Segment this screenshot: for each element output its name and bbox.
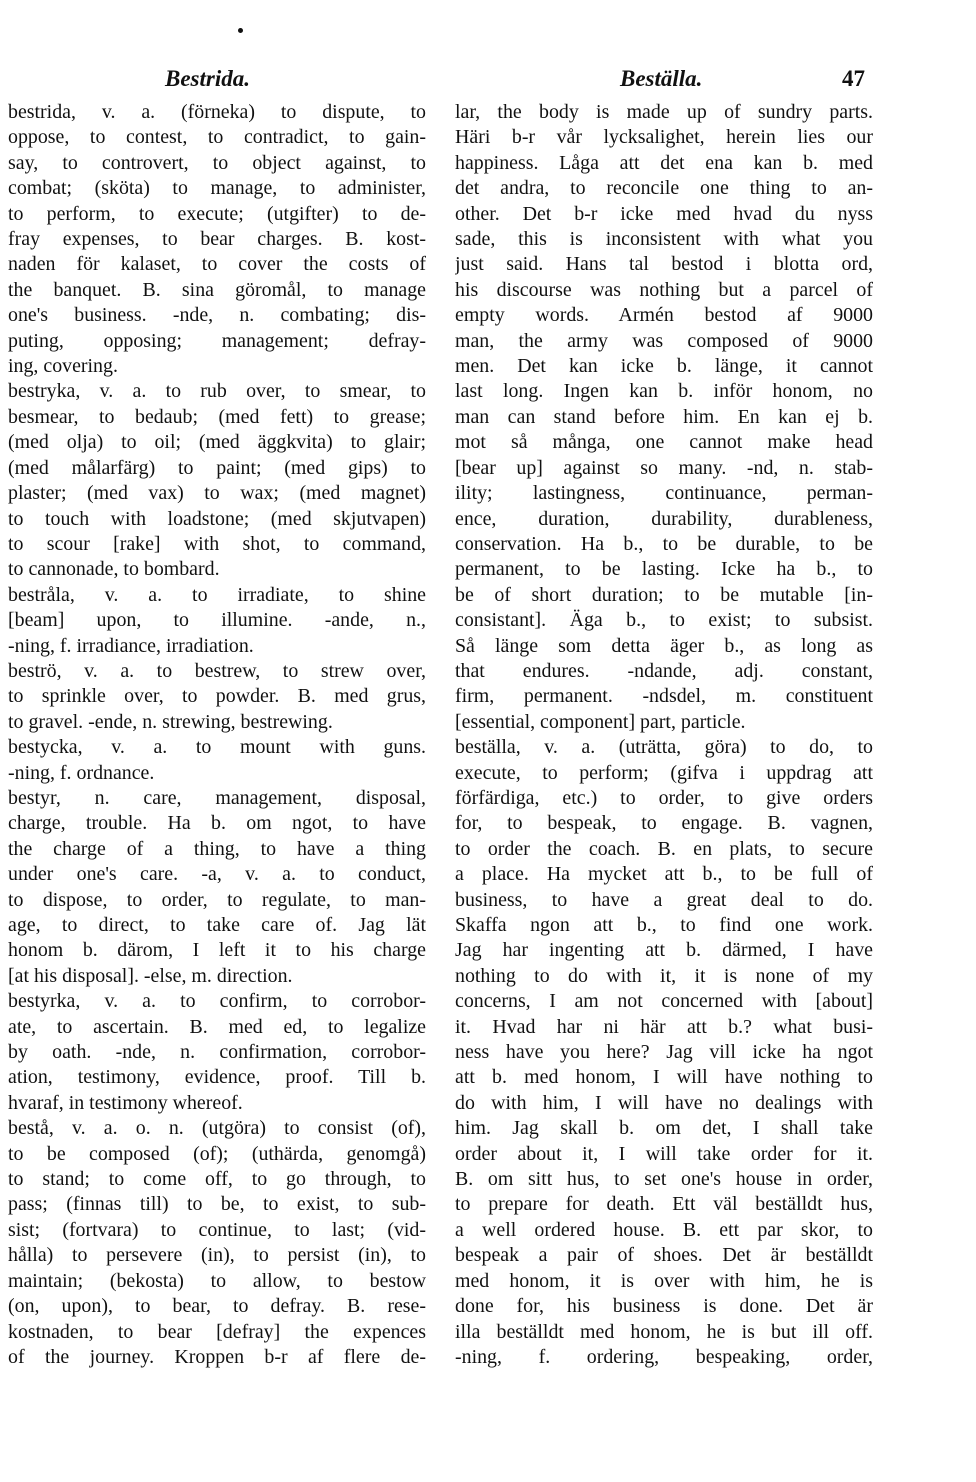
text-line: (med olja) to oil; (med äggkvita) to glair; [8, 431, 426, 454]
text-line: a place. Ha mycket att b., to be full of [455, 863, 873, 886]
text-line: to order the coach. B. en plats, to secure [455, 837, 873, 860]
text-line: of the journey. Kroppen b-r af flere de- [8, 1345, 426, 1368]
text-line: [beam] upon, to illumine. -ande, n., [8, 609, 426, 632]
left-guide-word: Bestrida. [165, 66, 250, 91]
text-line: firm, permanent. -ndsdel, m. constituent [455, 685, 873, 708]
text-line: to prepare for death. Ett väl beställdt hus, [455, 1193, 873, 1216]
page-number: 47 [842, 66, 865, 91]
text-line: for, to bespeak, to engage. B. vagnen, [455, 812, 873, 835]
text-line: maintain; (bekosta) to allow, to bestow [8, 1269, 426, 1292]
text-line: hålla) to persevere (in), to persist (in), to [8, 1244, 426, 1267]
text-line: bespeak a pair of shoes. Det är beställdt [455, 1244, 873, 1267]
text-line: Jag har ingenting att b. därmed, I have [455, 939, 873, 962]
text-line: one's business. -nde, n. combating; dis- [8, 304, 426, 327]
text-line: execute, to perform; (gifva i uppdrag att [455, 761, 873, 784]
text-line: ility; lastingness, continuance, perman- [455, 482, 873, 505]
text-line: to touch with loadstone; (med skjutvapen) [8, 507, 426, 530]
text-line: that endures. -ndande, adj. constant, [455, 659, 873, 682]
text-line: bestrida, v. a. (förneka) to dispute, to [8, 101, 426, 123]
text-line: age, to direct, to take care of. Jag lät [8, 914, 426, 936]
text-line: [essential, component] part, particle. [455, 710, 746, 733]
text-line: sade, this is inconsistent with what you [455, 228, 873, 251]
right-guide-word: Beställa. [620, 66, 703, 91]
text-line: bestyr, n. care, management, disposal, [8, 786, 426, 809]
text-line: B. om sitt hus, to set one's house in order, [455, 1168, 873, 1191]
text-line: permanent, to be lasting. Icke ha b., to [455, 558, 873, 581]
text-line: say, to controvert, to object against, to [8, 151, 426, 174]
text-line: hvaraf, in testimony whereof. [8, 1091, 243, 1114]
text-line: under one's care. -a, v. a. to conduct, [8, 863, 426, 886]
text-line: plaster; (med vax) to wax; (med magnet) [8, 482, 426, 505]
text-line: -ning, f. irradiance, irradiation. [8, 634, 254, 657]
text-line: Skaffa ngon att b., to find one work. [455, 914, 873, 936]
text-line: beställa, v. a. (uträtta, göra) to do, to [455, 736, 873, 759]
text-line: [at his disposal]. -else, m. direction. [8, 964, 293, 987]
text-line: empty words. Armén bestod af 9000 [455, 304, 873, 327]
text-line: last long. Ingen kan b. inför honom, no [455, 380, 873, 403]
text-line: conservation. Ha b., to be durable, to be [455, 532, 873, 555]
text-line: pass; (finnas till) to be, to exist, to sub- [8, 1193, 426, 1216]
text-line: kostnaden, to bear [defray] the expences [8, 1320, 426, 1343]
text-line: done for, his business is done. Det är [455, 1295, 873, 1318]
text-line: att b. med honom, I will have nothing to [455, 1066, 873, 1089]
text-line: to be composed (of); (uthärda, genomgå) [8, 1142, 426, 1165]
text-line: bestryka, v. a. to rub over, to smear, to [8, 380, 426, 403]
text-line: Så länge som detta äger b., as long as [455, 634, 873, 657]
text-line: other. Det b-r icke med hvad du nyss [455, 202, 873, 225]
print-speck [238, 28, 243, 33]
text-line: man, the army was composed of 9000 [455, 329, 873, 352]
text-line: ate, to ascertain. B. med ed, to legalize [8, 1015, 426, 1038]
text-line: him. Jag skall b. om det, I shall take [455, 1117, 873, 1140]
text-line: happiness. Låga att det ena kan b. med [455, 151, 873, 174]
text-line: ness have you here? Jag vill icke ha ngot [455, 1041, 873, 1064]
text-line: bestyrka, v. a. to confirm, to corrobor- [8, 990, 426, 1013]
text-line: bestråla, v. a. to irradiate, to shine [8, 583, 426, 606]
text-line: naden för kalaset, to cover the costs of [8, 253, 426, 276]
text-line: Häri b-r vår lycksalighet, herein lies our [455, 126, 873, 149]
text-line: man can stand before him. En kan ej b. [455, 405, 873, 428]
page-header [0, 66, 976, 98]
text-line: puting, opposing; management; defray- [8, 329, 426, 352]
text-line: the banquet. B. sina göromål, to manage [8, 278, 426, 301]
text-line: [bear up] against so many. -nd, n. stab- [455, 456, 873, 479]
text-line: be of short duration; to be mutable [in- [455, 583, 873, 606]
text-line: lar, the body is made up of sundry parts. [455, 101, 873, 123]
text-line: the charge of a thing, to have a thing [8, 837, 426, 860]
text-line: just said. Hans tal bestod i blotta ord, [455, 253, 873, 276]
text-line: to perform, to execute; (utgifter) to de- [8, 202, 426, 225]
text-line: besmear, to bedaub; (med fett) to grease; [8, 405, 426, 428]
text-line: beströ, v. a. to bestrew, to strew over, [8, 659, 426, 682]
text-line: mot så många, one cannot make head [455, 431, 873, 454]
text-line: bestycka, v. a. to mount with guns. [8, 736, 426, 759]
text-line: order about it, I will take order for it. [455, 1142, 873, 1165]
text-line: (med målarfärg) to paint; (med gips) to [8, 456, 426, 479]
text-line: nothing to do with it, it is none of my [455, 964, 873, 987]
text-line: men. Det kan icke b. länge, it cannot [455, 355, 873, 378]
left-column [8, 100, 426, 1370]
text-line: -ning, f. ordering, bespeaking, order, [455, 1345, 873, 1368]
text-line: bestå, v. a. o. n. (utgöra) to consist (of), [8, 1117, 426, 1140]
text-line: by oath. -nde, n. confirmation, corrobor- [8, 1041, 426, 1064]
text-line: combat; (sköta) to manage, to administer, [8, 177, 426, 200]
text-line: to scour [rake] with shot, to command, [8, 532, 426, 555]
text-line: to gravel. -ende, n. strewing, bestrewing. [8, 710, 333, 733]
text-line: honom b. därom, I left it to his charge [8, 939, 426, 962]
text-line: charge, trouble. Ha b. om ngot, to have [8, 812, 426, 835]
text-line: fray expenses, to bear charges. B. kost- [8, 228, 426, 251]
text-line: business, to have a great deal to do. [455, 888, 873, 911]
text-line: his discourse was nothing but a parcel of [455, 278, 873, 301]
text-line: do with him, I will have no dealings with [455, 1091, 873, 1114]
text-line: ing, covering. [8, 355, 118, 378]
text-line: to sprinkle over, to powder. B. med grus, [8, 685, 426, 708]
text-line: det andra, to reconcile one thing to an- [455, 177, 873, 200]
text-line: med honom, it is over with him, he is [455, 1269, 873, 1292]
text-line: to cannonade, to bombard. [8, 558, 220, 581]
text-line: (on, upon), to bear, to defray. B. rese- [8, 1295, 426, 1318]
right-column [455, 100, 873, 1370]
text-line: concerns, I am not concerned with [about] [455, 990, 873, 1013]
text-line: sist; (fortvara) to continue, to last; (vid- [8, 1218, 426, 1241]
text-line: to dispose, to order, to regulate, to man- [8, 888, 426, 911]
text-line: ation, testimony, evidence, proof. Till b. [8, 1066, 426, 1089]
text-line: ence, duration, durability, durableness, [455, 507, 873, 530]
text-line: it. Hvad har ni här att b.? what busi- [455, 1015, 873, 1038]
text-line: a well ordered house. B. ett par skor, to [455, 1218, 873, 1241]
text-line: -ning, f. ordnance. [8, 761, 155, 784]
text-line: förfärdiga, etc.) to order, to give orders [455, 786, 873, 809]
text-line: to stand; to come off, to go through, to [8, 1168, 426, 1191]
text-line: illa beställdt med honom, he is but ill off. [455, 1320, 873, 1343]
text-line: consistant]. Äga b., to exist; to subsist. [455, 609, 873, 632]
text-line: oppose, to contest, to contradict, to gain- [8, 126, 426, 149]
